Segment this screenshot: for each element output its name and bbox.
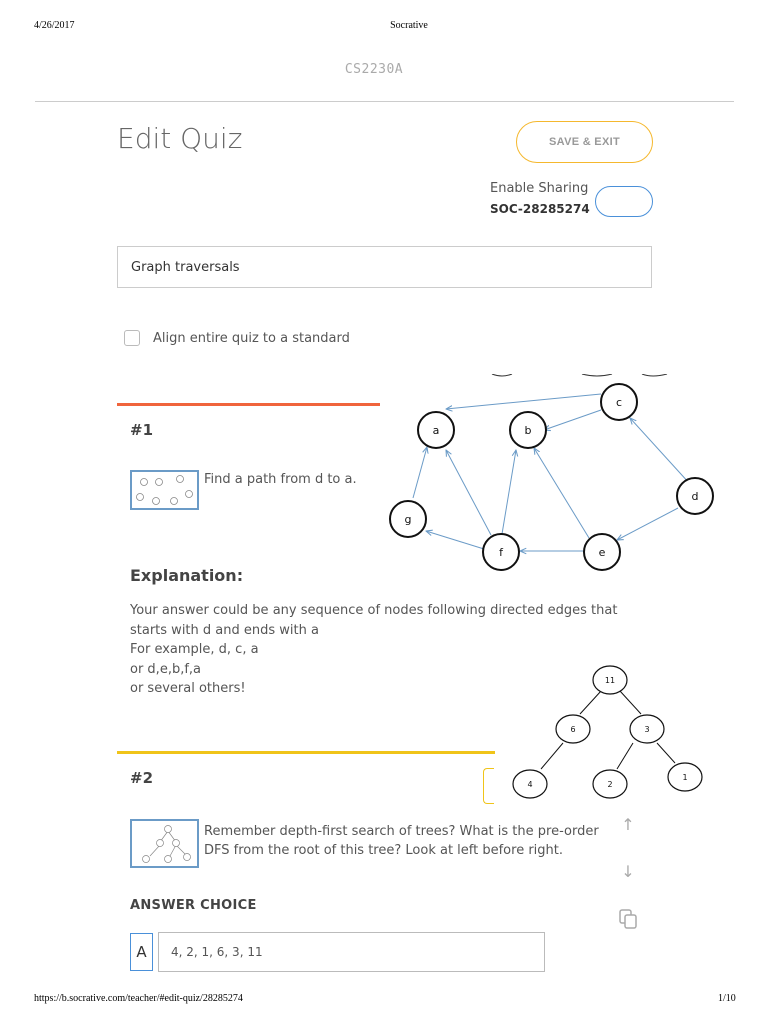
- tree-node-6-label: 6: [570, 725, 576, 734]
- graph-thumbnail-image: [132, 472, 197, 508]
- question-1-text[interactable]: Find a path from d to a.: [204, 472, 357, 487]
- enable-sharing-label: Enable Sharing: [490, 181, 589, 196]
- tree-node-4-label: 4: [527, 780, 533, 789]
- copy-icon[interactable]: [618, 908, 638, 934]
- graph-node-a-label: a: [432, 424, 440, 437]
- align-standard-label: Align entire quiz to a standard: [153, 331, 350, 346]
- tree-node-3-label: 3: [644, 725, 650, 734]
- sharing-toggle[interactable]: [595, 186, 653, 217]
- tree-node-1-label: 1: [682, 773, 688, 782]
- course-name: CS2230A: [344, 62, 404, 77]
- copy-icon-graphic: [618, 908, 638, 930]
- question-1-thumbnail[interactable]: [130, 470, 199, 510]
- align-standard-checkbox[interactable]: [124, 330, 140, 346]
- question-2-number: #2: [130, 769, 154, 787]
- save-exit-button[interactable]: SAVE & EXIT: [516, 121, 653, 163]
- graph-edges: [413, 394, 690, 551]
- header-divider: [35, 101, 734, 102]
- directed-graph-image: [382, 374, 718, 592]
- explanation-line: or d,e,b,f,a: [130, 662, 202, 677]
- print-title: Socrative: [390, 20, 428, 31]
- graph-node-d-label: d: [691, 490, 699, 503]
- explanation-line: For example, d, c, a: [130, 642, 259, 657]
- arrow-up-icon[interactable]: ↑: [621, 815, 635, 834]
- page-title: Edit Quiz: [117, 122, 243, 155]
- answer-choice-heading: ANSWER CHOICE: [130, 898, 257, 913]
- graph-node-g-label: g: [404, 513, 412, 526]
- arrow-down-icon[interactable]: ↓: [621, 862, 635, 881]
- print-page-number: 1/10: [718, 993, 736, 1004]
- tree-image: [493, 651, 718, 804]
- tree-node-2-label: 2: [607, 780, 613, 789]
- graph-node-b-label: b: [524, 424, 532, 437]
- question-2-thumbnail[interactable]: [130, 819, 199, 868]
- print-date: 4/26/2017: [34, 20, 75, 31]
- graph-node-c-label: c: [615, 396, 623, 409]
- explanation-line: starts with d and ends with a: [130, 623, 319, 638]
- tree-thumbnail-image: [132, 821, 197, 866]
- question-1-number: #1: [130, 421, 154, 439]
- explanation-line: Your answer could be any sequence of nodes following directed edges that: [130, 603, 618, 618]
- question-1-accent-bar: [117, 403, 380, 406]
- question-2-text-line[interactable]: DFS from the root of this tree? Look at left before right.: [204, 843, 564, 858]
- question-2-text-line[interactable]: Remember depth-first search of trees? What is the pre-order: [204, 824, 599, 839]
- explanation-line: or several others!: [130, 681, 246, 696]
- graph-node-e-label: e: [598, 546, 606, 559]
- print-url: https://b.socrative.com/teacher/#edit-quiz/28285274: [34, 993, 243, 1004]
- quiz-name-input[interactable]: Graph traversals: [117, 246, 652, 288]
- graph-node-f-label: f: [499, 546, 503, 559]
- question-2-accent-bar: [117, 751, 495, 754]
- tree-node-11-label: 11: [604, 676, 616, 685]
- share-code: SOC-28285274: [490, 202, 590, 216]
- clipped-caption-text: [492, 374, 667, 376]
- answer-a-letter[interactable]: A: [130, 933, 153, 971]
- answer-a-input[interactable]: 4, 2, 1, 6, 3, 11: [158, 932, 545, 972]
- explanation-heading: Explanation:: [130, 566, 244, 585]
